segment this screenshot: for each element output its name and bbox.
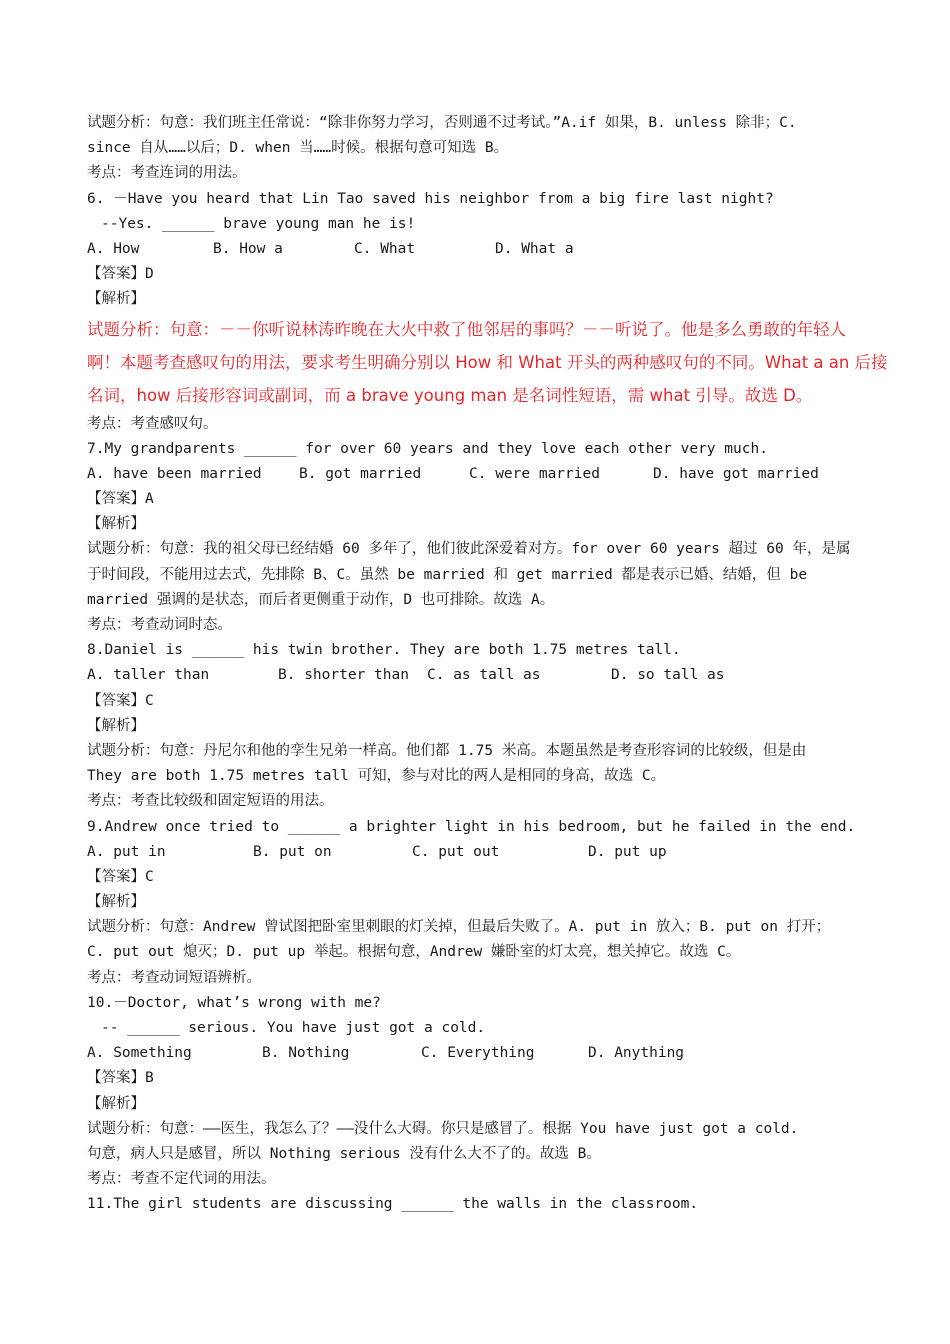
question-7-options [87,462,877,487]
question-8-stem: 8.Daniel is ______ his twin brother. They are both 1.75 metres tall. [87,642,681,659]
document-body [87,111,888,1218]
question-10-options [87,1041,877,1066]
answer-label: 【答案】C [87,692,154,709]
question-9-stem: 9.Andrew once tried to ______ a brighter light in his bedroom, but he failed in the end. [87,818,856,835]
knowledge-point: 考点：考查不定代词的用法。 [87,1171,276,1188]
option-b: B. put on [253,843,332,860]
option-a: A. put in [87,843,166,860]
analysis-line: 试题分析：句意：丹尼尔和他的孪生兄弟一样高。他们都 1.75 米高。本题虽然是考查形容词的比较级，但是由 [87,742,807,759]
analysis-line: They are both 1.75 metres tall 可知，参与对比的两人是相同的身高，故选 C。 [87,768,666,785]
analysis-line: 句意，病人只是感冒，所以 Nothing serious 没有什么大不了的。故选 B。 [87,1145,601,1162]
analysis-line: since 自从……以后；D. when 当……时候。根据句意可知选 B。 [87,140,509,157]
analysis-line: 试题分析：句意：——医生，我怎么了？——没什么大碍。你只是感冒了。根据 You have just got a cold. [87,1120,799,1137]
analysis-line: married 强调的是状态，而后者更侧重于动作，D 也可排除。故选 A。 [87,591,555,608]
knowledge-point: 考点：考查感叹句。 [87,415,218,432]
analysis-heading: 【解析】 [87,1095,145,1112]
option-a: A. How [87,240,140,257]
option-d: D. What a [495,240,574,257]
analysis-line-highlighted: 试题分析：句意：－－你听说林涛昨晚在大火中救了他邻居的事吗？－－听说了。他是多么勇敢的年轻人 [87,319,846,339]
option-a: A. taller than [87,667,210,684]
answer-label: 【答案】A [87,491,154,508]
analysis-heading: 【解析】 [87,717,145,734]
knowledge-point: 考点：考查连词的用法。 [87,165,247,182]
analysis-line-highlighted: 啊！本题考查感叹句的用法，要求考生明确分别以 How 和 What 开头的两种感叹句的不同。What a an 后接 [87,352,888,372]
question-6-stem: 6. －Have you heard that Lin Tao saved his neighbor from a big fire last night? [87,190,774,207]
option-b: B. got married [299,465,422,482]
option-a: A. have been married [87,465,262,482]
analysis-line: 试题分析：句意：我们班主任常说：“除非你努力学习，否则通不过考试。”A.if 如果，B. unless 除非；C. [87,115,797,131]
question-10-stem: 10.－Doctor, what’s wrong with me? [87,994,381,1011]
option-c: C. as tall as [427,667,541,684]
analysis-line: 试题分析：句意：Andrew 曾试图把卧室里刺眼的灯关掉，但最后失败了。A. put in 放入；B. put on 打开； [87,919,831,936]
knowledge-point: 考点：考查动词时态。 [87,617,232,633]
option-c: C. Everything [421,1045,535,1062]
knowledge-point: 考点：考查比较级和固定短语的用法。 [87,793,334,810]
option-d: D. put up [588,843,667,860]
answer-label: 【答案】B [87,1070,154,1087]
analysis-line: 试题分析：句意：我的祖父母已经结婚 60 多年了，他们彼此深爱着对方。for over 60 years 超过 60 年，是属 [87,541,851,558]
analysis-heading: 【解析】 [87,894,145,911]
analysis-heading: 【解析】 [87,291,145,308]
knowledge-point: 考点：考查动词短语辨析。 [87,969,261,986]
question-8-options [87,663,877,688]
question-6-reply: --Yes. ______ brave young man he is! [101,215,416,232]
answer-label: 【答案】C [87,868,154,885]
analysis-line-highlighted: 名词，how 后接形容词或副词，而 a brave young man 是名词性短语，需 what 引导。故选 D。 [87,385,813,405]
question-11-stem: 11.The girl students are discussing ______ the walls in the classroom. [87,1196,699,1213]
question-10-reply: -- ______ serious. You have just got a cold. [101,1020,486,1036]
option-c: C. put out [412,843,500,860]
question-6-options [87,237,877,262]
analysis-line: C. put out 熄灭；D. put up 举起。根据句意，Andrew 嫌卧室的灯太亮，想关掉它。故选 C。 [87,944,741,961]
option-c: C. What [354,240,416,257]
option-c: C. were married [469,465,600,482]
option-b: B. shorter than [278,667,409,684]
question-9-options [87,840,877,865]
option-b: B. How a [213,240,283,257]
option-d: D. so tall as [611,667,725,684]
analysis-heading: 【解析】 [87,516,145,533]
analysis-line: 于时间段，不能用过去式，先排除 B、C。虽然 be married 和 get married 都是表示已婚、结婚，但 be [87,566,808,583]
question-7-stem: 7.My grandparents ______ for over 60 years and they love each other very much. [87,440,768,457]
option-b: B. Nothing [262,1045,350,1062]
option-d: D. have got married [653,465,819,482]
option-d: D. Anything [588,1045,685,1062]
option-a: A. Something [87,1045,192,1062]
answer-label: 【答案】D [87,266,154,283]
